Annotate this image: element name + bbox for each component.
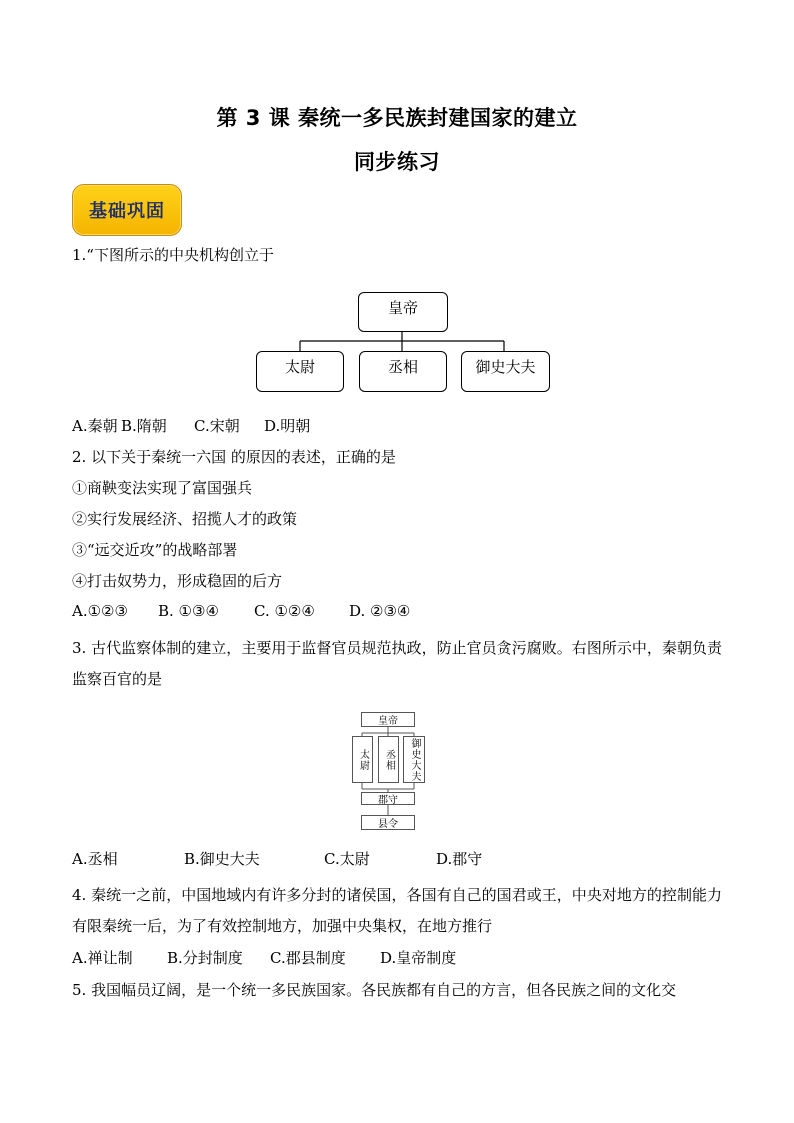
q3-options	[0, 848, 794, 872]
q3-option-a: A.丞相	[72, 850, 118, 868]
q2-option-d: D. ②③④	[349, 602, 411, 620]
page-subtitle: 同步练习	[354, 150, 440, 174]
q4-option-b: B.分封制度	[167, 949, 243, 967]
q2-item-3: ③“远交近攻”的战略部署	[72, 541, 238, 559]
q1-node-taiwei: 太尉	[256, 351, 344, 392]
q1-options	[0, 415, 794, 439]
q3-node-taiwei: 太尉	[352, 736, 373, 783]
q3-node-chengxiang: 丞相	[378, 736, 399, 783]
q3-node-emperor: 皇帝	[361, 712, 415, 727]
q1-node-chengxiang: 丞相	[359, 351, 447, 392]
q4-option-a: A.禅让制	[72, 949, 133, 967]
q4-stem: 4. 秦统一之前，中国地域内有许多分封的诸侯国，各国有自己的国君或王，中央对地方的控制能力有限秦统一后，为了有效控制地方，加强中央集权，在地方推行	[72, 886, 722, 935]
q2-item-1: ①商鞅变法实现了富国强兵	[72, 479, 253, 497]
q1-option-a: A.秦朝	[72, 417, 118, 435]
q3-node-junshou: 郡守	[361, 792, 415, 805]
q2-option-a: A.①②③	[72, 602, 128, 620]
q3-option-b: B.御史大夫	[184, 850, 260, 868]
section-badge	[72, 184, 182, 236]
q2-option-c: C. ①②④	[254, 602, 315, 620]
q4-option-d: D.皇帝制度	[380, 949, 457, 967]
q2-item-4: ④打击奴势力，形成稳固的后方	[72, 572, 283, 590]
q5-stem: 5. 我国幅员辽阔，是一个统一多民族国家。各民族都有自己的方言，但各民族之间的文化交	[72, 981, 677, 999]
q1-option-c: C.宋朝	[194, 417, 240, 435]
q4-options	[0, 947, 794, 971]
q2-options	[0, 602, 794, 626]
q1-option-b: B.隋朝	[121, 417, 167, 435]
q1-stem: 1.“下图所示的中央机构创立于	[72, 246, 274, 264]
q4-option-c: C.郡县制度	[270, 949, 346, 967]
q3-option-c: C.太尉	[324, 850, 370, 868]
q3-stem: 3. 古代监察体制的建立，主要用于监督官员规范执政，防止官员贪污腐败。右图所示中，秦朝负责监察百官的是	[72, 639, 722, 688]
section-badge-label: 基础巩固	[89, 201, 165, 222]
q3-node-xianling: 县令	[361, 815, 415, 830]
q2-option-b: B. ①③④	[158, 602, 219, 620]
page-title: 第 3 课 秦统一多民族封建国家的建立	[216, 106, 578, 130]
q3-node-yushidafu: 御史大夫	[403, 736, 425, 783]
q1-option-d: D.明朝	[264, 417, 311, 435]
q1-node-yushidafu: 御史大夫	[461, 351, 550, 392]
q2-item-2: ②实行发展经济、招揽人才的政策	[72, 510, 298, 528]
q3-option-d: D.郡守	[436, 850, 483, 868]
q2-stem: 2. 以下关于秦统一六国 的原因的表述，正确的是	[72, 448, 396, 466]
q1-node-emperor: 皇帝	[358, 292, 448, 332]
